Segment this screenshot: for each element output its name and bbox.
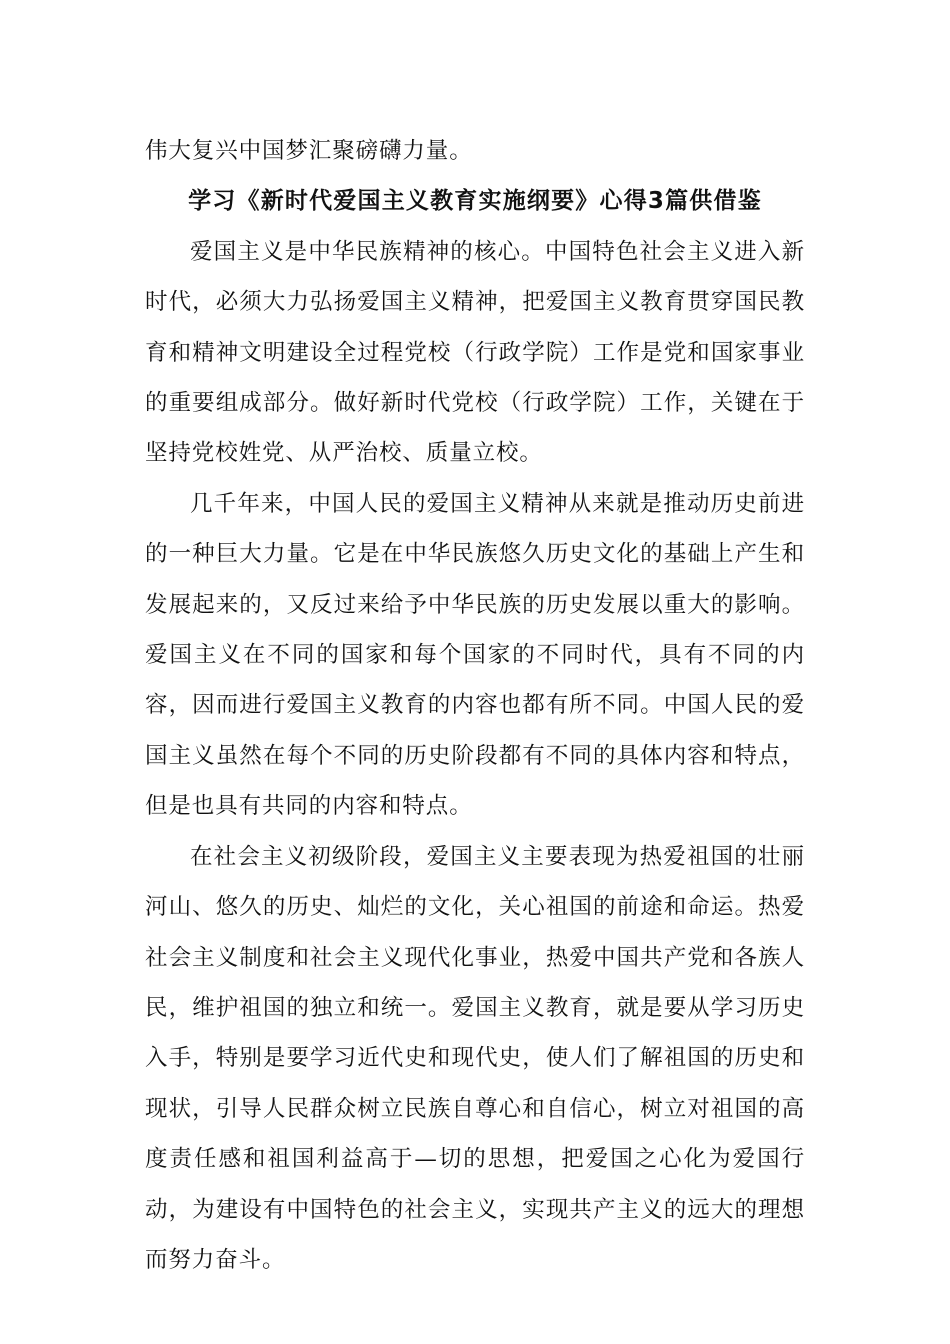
document-body — [145, 126, 805, 1285]
paragraph-3: 在社会主义初级阶段，爱国主义主要表现为热爱祖国的壮丽河山、悠久的历史、灿烂的文化，关心祖国的前途和命运。热爱社会主义制度和社会主义现代化事业，热爱中国共产党和各族人民，维护祖国的独立和统一。爱国主义教育，就是要从学习历史入手，特别是要学习近代史和现代史，使人们了解祖国的历史和现状，引导人民群众树立民族自尊心和自信心，树立对祖国的高度责任感和祖国利益高于—切的思想，把爱国之心化为爱国行动，为建设有中国特色的社会主义，实现共产主义的远大的理想而努力奋斗。 — [145, 843, 805, 1273]
document-title: 学习《新时代爱国主义教育实施纲要》心得3篇供借鉴 — [188, 188, 762, 215]
lead-line: 伟大复兴中国梦汇聚磅礴力量。 — [145, 138, 473, 164]
paragraph-2: 几千年来，中国人民的爱国主义精神从来就是推动历史前进的一种巨大力量。它是在中华民族悠久历史文化的基础上产生和发展起来的，又反过来给予中华民族的历史发展以重大的影响。爱国主义在不同的国家和每个国家的不同时代，具有不同的内容，因而进行爱国主义教育的内容也都有所不同。中国人民的爱国主义虽然在每个不同的历史阶段都有不同的具体内容和特点，但是也具有共同的内容和特点。 — [145, 490, 805, 820]
paragraph-1: 爱国主义是中华民族精神的核心。中国特色社会主义进入新时代，必须大力弘扬爱国主义精神，把爱国主义教育贯穿国民教育和精神文明建设全过程党校（行政学院）工作是党和国家事业的重要组成部分。做好新时代党校（行政学院）工作，关键在于坚持党校姓党、从严治校、质量立校。 — [145, 238, 805, 467]
